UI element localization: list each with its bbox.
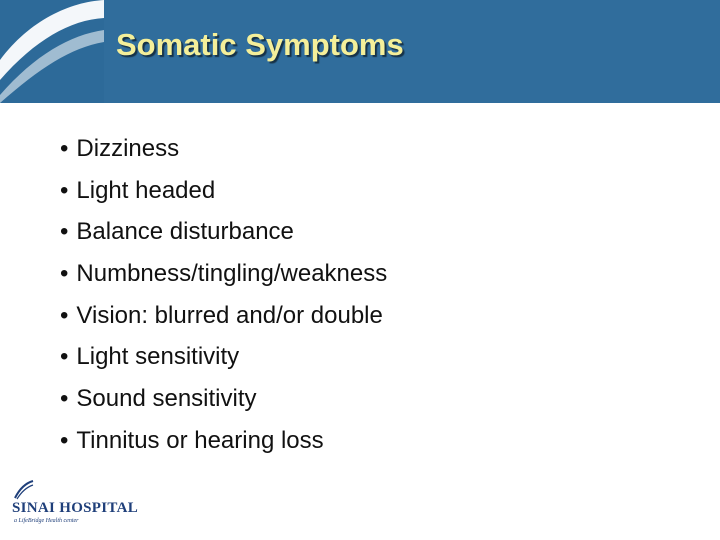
bullet-marker: • (60, 260, 69, 288)
bullet-text: Balance disturbance (76, 218, 294, 246)
logo-swoosh-icon (14, 480, 34, 500)
bullet-text: Vision: blurred and/or double (76, 301, 383, 329)
bullet-item (60, 253, 387, 295)
bullet-text: Dizziness (76, 135, 180, 162)
bullet-marker: • (60, 301, 69, 329)
bullet-item (60, 336, 387, 378)
bullet-item (60, 128, 387, 170)
bullet-marker: • (60, 426, 69, 454)
bullet-text: Numbness/tingling/weakness (76, 260, 388, 288)
slide-title: Somatic Symptoms (116, 27, 404, 62)
bullet-item (60, 170, 387, 212)
bullet-item (60, 420, 387, 462)
bullet-text: Tinnitus or hearing loss (76, 426, 324, 454)
bullet-item (60, 295, 387, 337)
swoosh-graphic (0, 0, 104, 103)
logo-tagline: a LifeBridge Health center (14, 518, 79, 524)
header-bar (0, 0, 720, 103)
logo-name: SINAI HOSPITAL (12, 500, 139, 516)
hospital-logo (12, 480, 142, 530)
bullet-marker: • (60, 343, 69, 371)
bullet-marker: • (60, 176, 69, 204)
bullet-item (60, 211, 387, 253)
bullet-marker: • (60, 135, 69, 162)
bullet-text: Light sensitivity (76, 343, 240, 371)
bullet-list (60, 128, 387, 462)
bullet-text: Sound sensitivity (76, 385, 257, 413)
bullet-text: Light headed (76, 176, 216, 204)
bullet-marker: • (60, 218, 69, 246)
bullet-marker: • (60, 385, 69, 413)
corner-swoosh (0, 0, 104, 103)
bullet-item (60, 378, 387, 420)
